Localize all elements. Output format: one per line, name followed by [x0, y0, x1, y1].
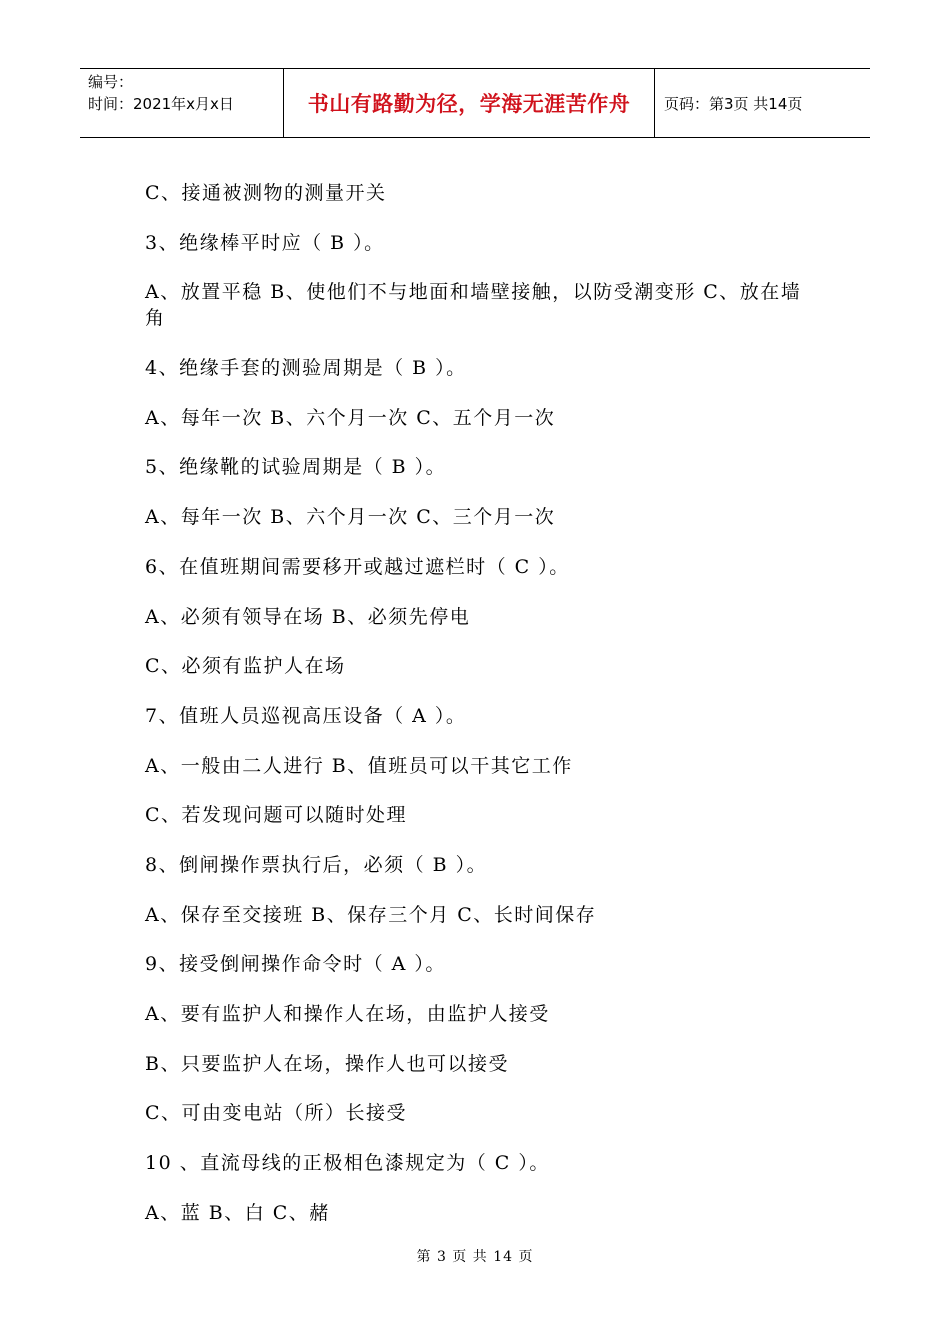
question-line: 5、绝缘靴的试验周期是（ B ）。 — [145, 456, 447, 479]
options-line: A、保存至交接班 B、保存三个月 C、长时间保存 — [145, 903, 597, 926]
options-line: A、要有监护人和操作人在场，由监护人接受 — [145, 1003, 550, 1025]
question-line: 9、接受倒闸操作命令时（ A ）。 — [145, 953, 446, 976]
header-motto: 书山有路勤为径，学海无涯苦作舟 — [283, 69, 655, 137]
document-number: 编号： — [88, 73, 134, 91]
options-line: A、每年一次 B、六个月一次 C、三个月一次 — [145, 506, 556, 529]
question-line: 3、绝缘棒平时应（ B ）。 — [145, 231, 385, 254]
options-line: C、必须有监护人在场 — [145, 655, 346, 678]
options-line: A、必须有领导在场 B、必须先停电 — [145, 605, 471, 628]
question-line: 7、值班人员巡视高压设备（ A ）。 — [145, 704, 467, 727]
header-page-info: 页码：第3页 共14页 — [664, 94, 803, 113]
options-line: C、可由变电站（所）长接受 — [145, 1102, 408, 1125]
document-date: 时间：2021年x月x日 — [88, 95, 234, 113]
question-line: 6、在值班期间需要移开或越过遮栏时（ C ）。 — [145, 555, 570, 578]
options-line: C、若发现问题可以随时处理 — [145, 804, 408, 827]
options-line: A、蓝 B、白 C、赭 — [145, 1201, 330, 1224]
header-meta — [80, 69, 283, 137]
options-line: A、一般由二人进行 B、值班员可以干其它工作 — [145, 754, 573, 777]
question-line: 8、倒闸操作票执行后，必须（ B ）。 — [145, 853, 488, 876]
page-header — [80, 68, 870, 138]
text-line: C、接通被测物的测量开关 — [145, 182, 387, 204]
options-line: A、放置平稳 B、使他们不与地面和墙壁接触，以防受潮变形 C、放在墙角 — [145, 281, 802, 330]
options-line: B、只要监护人在场，操作人也可以接受 — [145, 1052, 509, 1075]
question-list — [145, 180, 805, 1249]
question-line: 10 、直流母线的正极相色漆规定为（ C ）。 — [145, 1152, 550, 1175]
question-line: 4、绝缘手套的测验周期是（ B ）。 — [145, 357, 467, 380]
options-line: A、每年一次 B、六个月一次 C、五个月一次 — [145, 406, 556, 429]
page-footer: 第 3 页 共 14 页 — [416, 1249, 534, 1265]
